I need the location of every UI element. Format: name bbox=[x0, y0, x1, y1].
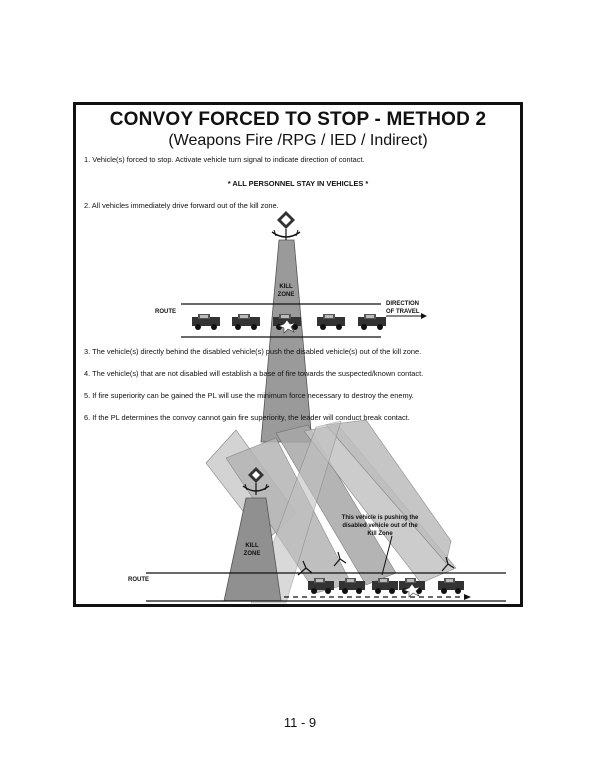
callout-line-1: This vehicle is pushing the bbox=[341, 515, 419, 521]
personnel-note: * ALL PERSONNEL STAY IN VEHICLES * bbox=[227, 179, 369, 188]
vehicle-5 bbox=[358, 314, 386, 330]
step-5: 5. If fire superiority can be gained the PL will use the minimum force necessary to destroy the enemy. bbox=[84, 391, 414, 400]
page-title: CONVOY FORCED TO STOP - METHOD 2 bbox=[109, 109, 487, 130]
direction-label-1: DIRECTION bbox=[386, 301, 419, 307]
step-6: 6. If the PL determines the convoy cannot gain fire superiority, the leader will conduct break contact. bbox=[84, 413, 410, 422]
step-2: 2. All vehicles immediately drive forward out of the kill zone. bbox=[84, 201, 279, 210]
kill-zone-label-2a: KILL bbox=[245, 543, 259, 549]
vehicle-2-5 bbox=[438, 578, 464, 594]
step-4: 4. The vehicle(s) that are not disabled will establish a base of fire towards the suspected/known contact. bbox=[84, 369, 424, 378]
page-number: 11 - 9 bbox=[283, 715, 317, 730]
kill-zone-label-2b: ZONE bbox=[243, 551, 261, 557]
enemy-position-icon bbox=[272, 211, 300, 240]
diagram-2 bbox=[76, 423, 520, 603]
document-frame bbox=[73, 102, 523, 607]
callout-line-2: disabled vehicle out of the bbox=[342, 523, 418, 529]
page-subtitle: (Weapons Fire /RPG / IED / Indirect) bbox=[168, 132, 428, 149]
vehicle-1 bbox=[192, 314, 220, 330]
route-label: ROUTE bbox=[155, 309, 176, 315]
kill-zone-beam bbox=[261, 240, 312, 442]
vehicle-4 bbox=[317, 314, 345, 330]
direction-label-2: OF TRAVEL bbox=[386, 309, 420, 315]
kill-zone-label-1: KILL bbox=[279, 284, 293, 290]
route-label-2: ROUTE bbox=[128, 577, 149, 583]
kill-zone-label-2: ZONE bbox=[277, 292, 295, 298]
vehicle-2 bbox=[232, 314, 260, 330]
diagram-1 bbox=[76, 210, 520, 340]
step-1: 1. Vehicle(s) forced to stop. Activate vehicle turn signal to indicate direction of contact. bbox=[84, 155, 365, 164]
callout-line-3: Kill Zone bbox=[367, 531, 393, 537]
step-3: 3. The vehicle(s) directly behind the disabled vehicle(s) push the disabled vehicle(s) out of the kill zone. bbox=[84, 347, 422, 356]
